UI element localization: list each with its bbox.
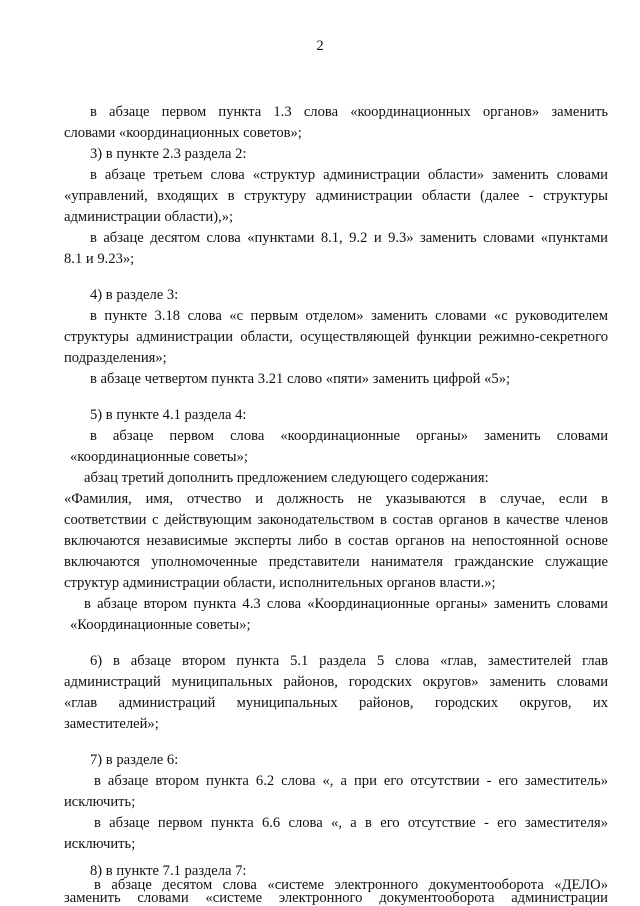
text-line: в абзаце первом пункта 6.6 слова «, а в его отсутствие - его заместителя» — [94, 815, 608, 831]
text-line: «Координационные советы»; — [70, 617, 251, 633]
text-line: в абзаце четвертом пункта 3.21 слово «пяти» заменить цифрой «5»; — [90, 371, 511, 387]
text-line: «глав администраций муниципальных районов, городских округов, их — [64, 695, 608, 711]
text-line: абзац третий дополнить предложением следующего содержания: — [84, 470, 489, 486]
text-line: в пункте 3.18 слова «с первым отделом» заменить словами «с руководителем — [90, 308, 608, 324]
text-line: 8.1 и 9.23»; — [64, 251, 135, 267]
text-line: словами «координационных советов»; — [64, 125, 302, 141]
text-line: администраций муниципальных районов, городских округов» заменить словами — [64, 674, 608, 690]
text-line: в абзаце десятом слова «системе электронного документооборота «ДЕЛО» — [94, 877, 608, 893]
text-line: в абзаце третьем слова «структур администрации области» заменить словами — [90, 167, 608, 183]
text-line: 8) в пункте 7.1 раздела 7: — [90, 863, 247, 879]
text-line: исключить; — [64, 794, 136, 810]
text-line: «координационные советы»; — [70, 449, 248, 465]
text-line: 3) в пункте 2.3 раздела 2: — [90, 146, 247, 162]
text-line: структур администрации области, исполнительных органов власти.»; — [64, 575, 496, 591]
text-line: администрации области),»; — [64, 209, 234, 225]
text-line: включаются уполномоченные представители нанимателя гражданские служащие — [64, 554, 608, 570]
text-line: 4) в разделе 3: — [90, 287, 179, 303]
text-line: в абзаце первом пункта 1.3 слова «координационных органов» заменить — [90, 104, 608, 120]
text-line: в абзаце десятом слова «пунктами 8.1, 9.2 и 9.3» заменить словами «пунктами — [90, 230, 608, 246]
text-line: структуры администрации области, осуществляющей функции режимно-секретного — [64, 329, 608, 345]
text-line: 6) в абзаце втором пункта 5.1 раздела 5 слова «глав, заместителей глав — [90, 653, 608, 669]
text-line: в абзаце первом слова «координационные органы» заменить словами — [90, 428, 608, 444]
text-line: заменить словами «системе электронного документооборота администрации — [64, 890, 608, 906]
text-line: «управлений, входящих в структуру администрации области (далее - структуры — [64, 188, 608, 204]
text-line: 5) в пункте 4.1 раздела 4: — [90, 407, 247, 423]
text-line: соответствии с действующим законодательством в состав органов в качестве членов — [64, 512, 608, 528]
text-line: исключить; — [64, 836, 136, 852]
text-line: «Фамилия, имя, отчество и должность не указываются в случае, если в — [64, 491, 608, 507]
page-number: 2 — [316, 38, 324, 54]
text-line: 7) в разделе 6: — [90, 752, 179, 768]
text-line: заместителей»; — [64, 716, 159, 732]
text-line: подразделения»; — [64, 350, 167, 366]
text-line: в абзаце втором пункта 6.2 слова «, а при его отсутствии - его заместитель» — [94, 773, 608, 789]
text-line: включаются независимые эксперты либо в состав органов на непостоянной основе — [64, 533, 608, 549]
text-line: в абзаце втором пункта 4.3 слова «Координационные органы» заменить словами — [84, 596, 608, 612]
